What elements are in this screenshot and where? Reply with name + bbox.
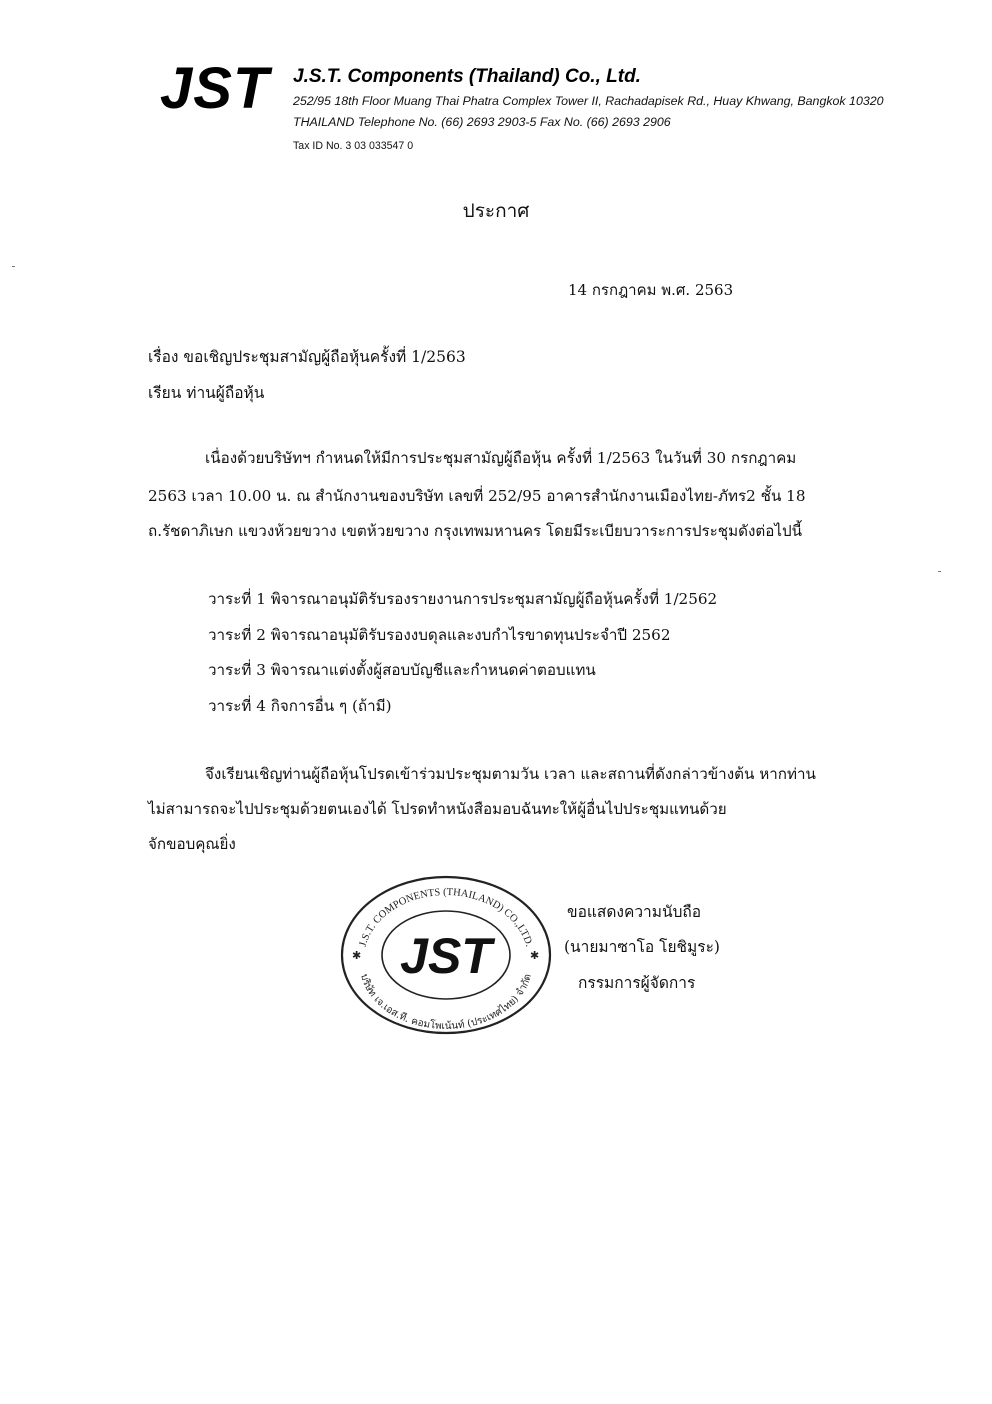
seal-star-icon: ✱ bbox=[530, 949, 540, 962]
company-address-line-2: THAILAND Telephone No. (66) 2693 2903-5 Fax No. (66) 2693 2906 bbox=[293, 115, 671, 129]
signature-title: กรรมการผู้จัดการ bbox=[578, 974, 696, 992]
seal-logo: JST bbox=[400, 928, 492, 984]
company-seal bbox=[338, 873, 554, 1037]
company-logo: JST bbox=[160, 56, 270, 121]
scan-speck bbox=[12, 266, 15, 267]
signature-closing: ขอแสดงความนับถือ bbox=[567, 903, 702, 921]
body-paragraph-2-line: จักขอบคุณยิ่ง bbox=[148, 835, 236, 853]
agenda-item: วาระที่ 1 พิจารณาอนุมัติรับรองรายงานการประชุมสามัญผู้ถือหุ้นครั้งที่ 1/2562 bbox=[208, 590, 718, 608]
agenda-item: วาระที่ 4 กิจการอื่น ๆ (ถ้ามี) bbox=[208, 697, 392, 715]
company-address-line-1: 252/95 18th Floor Muang Thai Phatra Complex Tower II, Rachadapisek Rd., Huay Khwang, Bangkok 10320 bbox=[293, 94, 884, 108]
letter-salutation: เรียน ท่านผู้ถือหุ้น bbox=[148, 384, 265, 402]
company-name: J.S.T. Components (Thailand) Co., Ltd. bbox=[293, 66, 641, 87]
body-paragraph-1-line: 2563 เวลา 10.00 น. ณ สำนักงานของบริษัท เลขที่ 252/95 อาคารสำนักงานเมืองไทย-ภัทร2 ชั้น 18 bbox=[148, 487, 806, 505]
signature-name: (นายมาซาโอ โยชิมูระ) bbox=[564, 938, 720, 956]
agenda-item: วาระที่ 3 พิจารณาแต่งตั้งผู้สอบบัญชีและกำหนดค่าตอบแทน bbox=[208, 661, 596, 679]
seal-ring-top-text: J.S.T. COMPONENTS (THAILAND) CO.,LTD. bbox=[357, 886, 535, 948]
seal-star-icon: ✱ bbox=[352, 949, 362, 962]
seal-ring-bottom-text: บริษัท เจ.เอส.ที. คอมโพเน้นท์ (ประเทศไทย) จำกัด bbox=[358, 972, 534, 1033]
announcement-heading: ประกาศ bbox=[462, 200, 530, 222]
body-paragraph-1-line: เนื่องด้วยบริษัทฯ กำหนดให้มีการประชุมสามัญผู้ถือหุ้น ครั้งที่ 1/2563 ในวันที่ 30 กรกฎาคม bbox=[205, 449, 797, 467]
letter-date: 14 กรกฎาคม พ.ศ. 2563 bbox=[568, 281, 734, 299]
body-paragraph-1-line: ถ.รัชดาภิเษก แขวงห้วยขวาง เขตห้วยขวาง กรุงเทพมหานคร โดยมีระเบียบวาระการประชุมดังต่อไปนี้ bbox=[148, 522, 803, 540]
letter-subject: เรื่อง ขอเชิญประชุมสามัญผู้ถือหุ้นครั้งที่ 1/2563 bbox=[148, 348, 466, 366]
tax-id: Tax ID No. 3 03 033547 0 bbox=[293, 140, 414, 152]
scan-speck bbox=[938, 571, 941, 572]
body-paragraph-2-line: ไม่สามารถจะไปประชุมด้วยตนเองได้ โปรดทำหนังสือมอบฉันทะให้ผู้อื่นไปประชุมแทนด้วย bbox=[148, 800, 727, 818]
body-paragraph-2-line: จึงเรียนเชิญท่านผู้ถือหุ้นโปรดเข้าร่วมประชุมตามวัน เวลา และสถานที่ดังกล่าวข้างต้น หากท่าน bbox=[205, 765, 816, 783]
agenda-item: วาระที่ 2 พิจารณาอนุมัติรับรองงบดุลและงบกำไรขาดทุนประจำปี 2562 bbox=[208, 626, 671, 644]
